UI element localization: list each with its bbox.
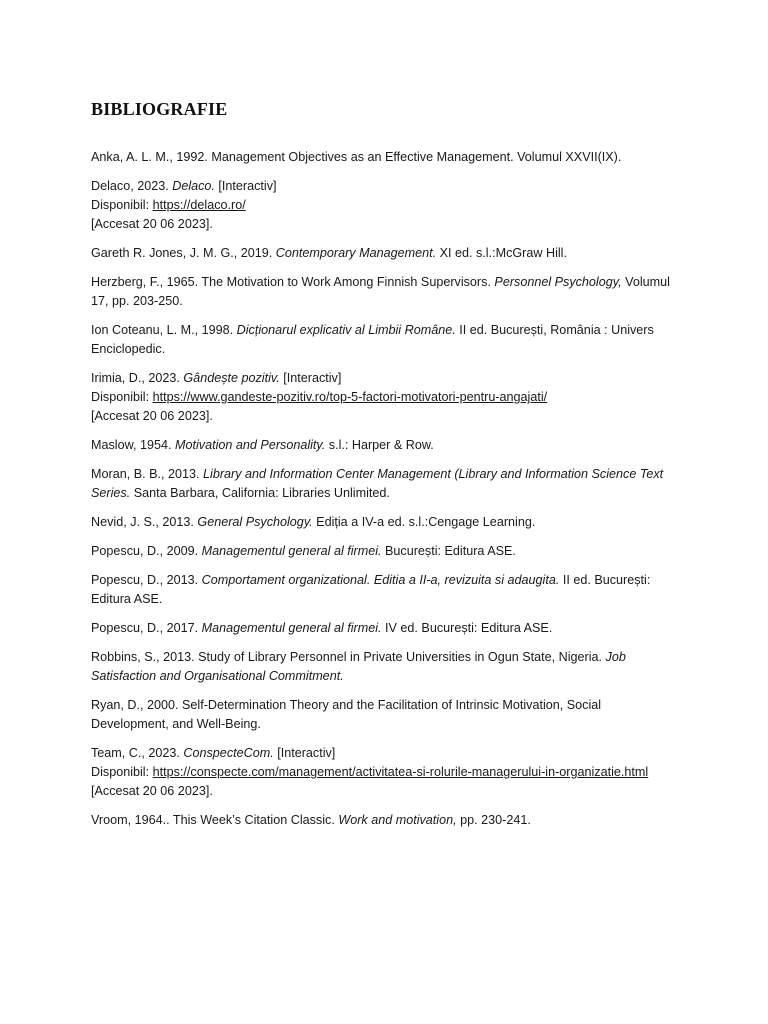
reference-text: Maslow, 1954. — [91, 438, 176, 452]
reference-text: Popescu, D., 2013. — [91, 573, 202, 587]
reference-text: II ed. București: Editura ASE. — [91, 573, 651, 606]
reference-text: Nevid, J. S., 2013. — [91, 515, 198, 529]
available-label: Disponibil: — [91, 765, 153, 779]
reference-text: Anka, A. L. M., 1992. Management Objectives as an Effective Management. Volumul XXVII(IX). — [91, 150, 622, 164]
reference-entry — [91, 696, 671, 734]
reference-title: General Psychology. — [197, 515, 313, 529]
reference-text: II ed. București, România : Univers Enciclopedic. — [91, 323, 654, 356]
reference-text: Delaco, 2023. — [91, 179, 173, 193]
reference-title: Library and Information Center Management (Library and Information Science Text Series. — [91, 467, 664, 500]
accessed-date: [Accesat 20 06 2023]. — [91, 409, 213, 423]
reference-entry — [91, 148, 671, 167]
reference-entry — [91, 744, 671, 801]
reference-text: Team, C., 2023. — [91, 746, 184, 760]
reference-entry — [91, 369, 671, 426]
reference-link[interactable]: https://delaco.ro/ — [152, 198, 246, 212]
reference-text: XI ed. s.l.:McGraw Hill. — [436, 246, 567, 260]
reference-title: Comportament organizational. Editia a II-a, revizuita si adaugita. — [201, 573, 560, 587]
reference-entry — [91, 648, 671, 686]
reference-text: pp. 230-241. — [456, 813, 531, 827]
reference-entry — [91, 321, 671, 359]
reference-entry — [91, 513, 671, 532]
reference-text: [Interactiv] — [273, 746, 336, 760]
reference-text: Moran, B. B., 2013. — [91, 467, 204, 481]
reference-text: Popescu, D., 2017. — [91, 621, 202, 635]
reference-text: Ryan, D., 2000. Self-Determination Theory and the Facilitation of Intrinsic Motivation, Social Development, and Well-Being. — [91, 698, 602, 731]
reference-text: Popescu, D., 2009. — [91, 544, 202, 558]
accessed-date: [Accesat 20 06 2023]. — [91, 217, 213, 231]
reference-entry — [91, 244, 671, 263]
accessed-date: [Accesat 20 06 2023]. — [91, 784, 213, 798]
reference-text: Herzberg, F., 1965. The Motivation to Work Among Finnish Supervisors. — [91, 275, 495, 289]
reference-title: Personnel Psychology, — [494, 275, 622, 289]
reference-title: Contemporary Management. — [275, 246, 437, 260]
reference-text: Santa Barbara, California: Libraries Unlimited. — [130, 486, 390, 500]
reference-text: [Interactiv] — [279, 371, 342, 385]
reference-text: IV ed. București: Editura ASE. — [381, 621, 553, 635]
reference-text: Vroom, 1964.. This Week’s Citation Classic. — [91, 813, 339, 827]
reference-entry — [91, 465, 671, 503]
reference-title: Managementul general al firmei. — [201, 621, 382, 635]
reference-text: Robbins, S., 2013. Study of Library Personnel in Private Universities in Ogun State, Nigeria. — [91, 650, 606, 664]
reference-text: Ion Coteanu, L. M., 1998. — [91, 323, 237, 337]
reference-title: Job Satisfaction and Organisational Commitment. — [91, 650, 626, 683]
reference-text: București: Editura ASE. — [381, 544, 516, 558]
reference-title: Work and motivation, — [338, 813, 457, 827]
reference-text: Volumul 17, pp. 203-250. — [91, 275, 670, 308]
available-label: Disponibil: — [91, 198, 153, 212]
reference-text: [Interactiv] — [214, 179, 277, 193]
reference-link[interactable]: https://conspecte.com/management/activitatea-si-rolurile-managerului-in-organizatie.html — [152, 765, 649, 779]
reference-title: Motivation and Personality. — [175, 438, 326, 452]
reference-entry — [91, 436, 671, 455]
reference-entry — [91, 273, 671, 311]
reference-title: Dicționarul explicativ al Limbii Române. — [236, 323, 456, 337]
reference-title: Delaco. — [172, 179, 215, 193]
reference-title: Gândește pozitiv. — [183, 371, 280, 385]
reference-link[interactable]: https://www.gandeste-pozitiv.ro/top-5-factori-motivatori-pentru-angajati/ — [152, 390, 548, 404]
available-label: Disponibil: — [91, 390, 153, 404]
reference-text: Ediția a IV-a ed. s.l.:Cengage Learning. — [312, 515, 536, 529]
reference-entry — [91, 177, 671, 234]
page-title: BIBLIOGRAFIE — [91, 99, 228, 119]
reference-entry — [91, 542, 671, 561]
reference-entry — [91, 619, 671, 638]
reference-entry — [91, 571, 671, 609]
reference-entry — [91, 811, 671, 830]
reference-text: Irimia, D., 2023. — [91, 371, 184, 385]
reference-title: Managementul general al firmei. — [201, 544, 382, 558]
reference-text: Gareth R. Jones, J. M. G., 2019. — [91, 246, 276, 260]
reference-list — [91, 148, 671, 840]
reference-text: s.l.: Harper & Row. — [325, 438, 434, 452]
reference-title: ConspecteCom. — [183, 746, 274, 760]
